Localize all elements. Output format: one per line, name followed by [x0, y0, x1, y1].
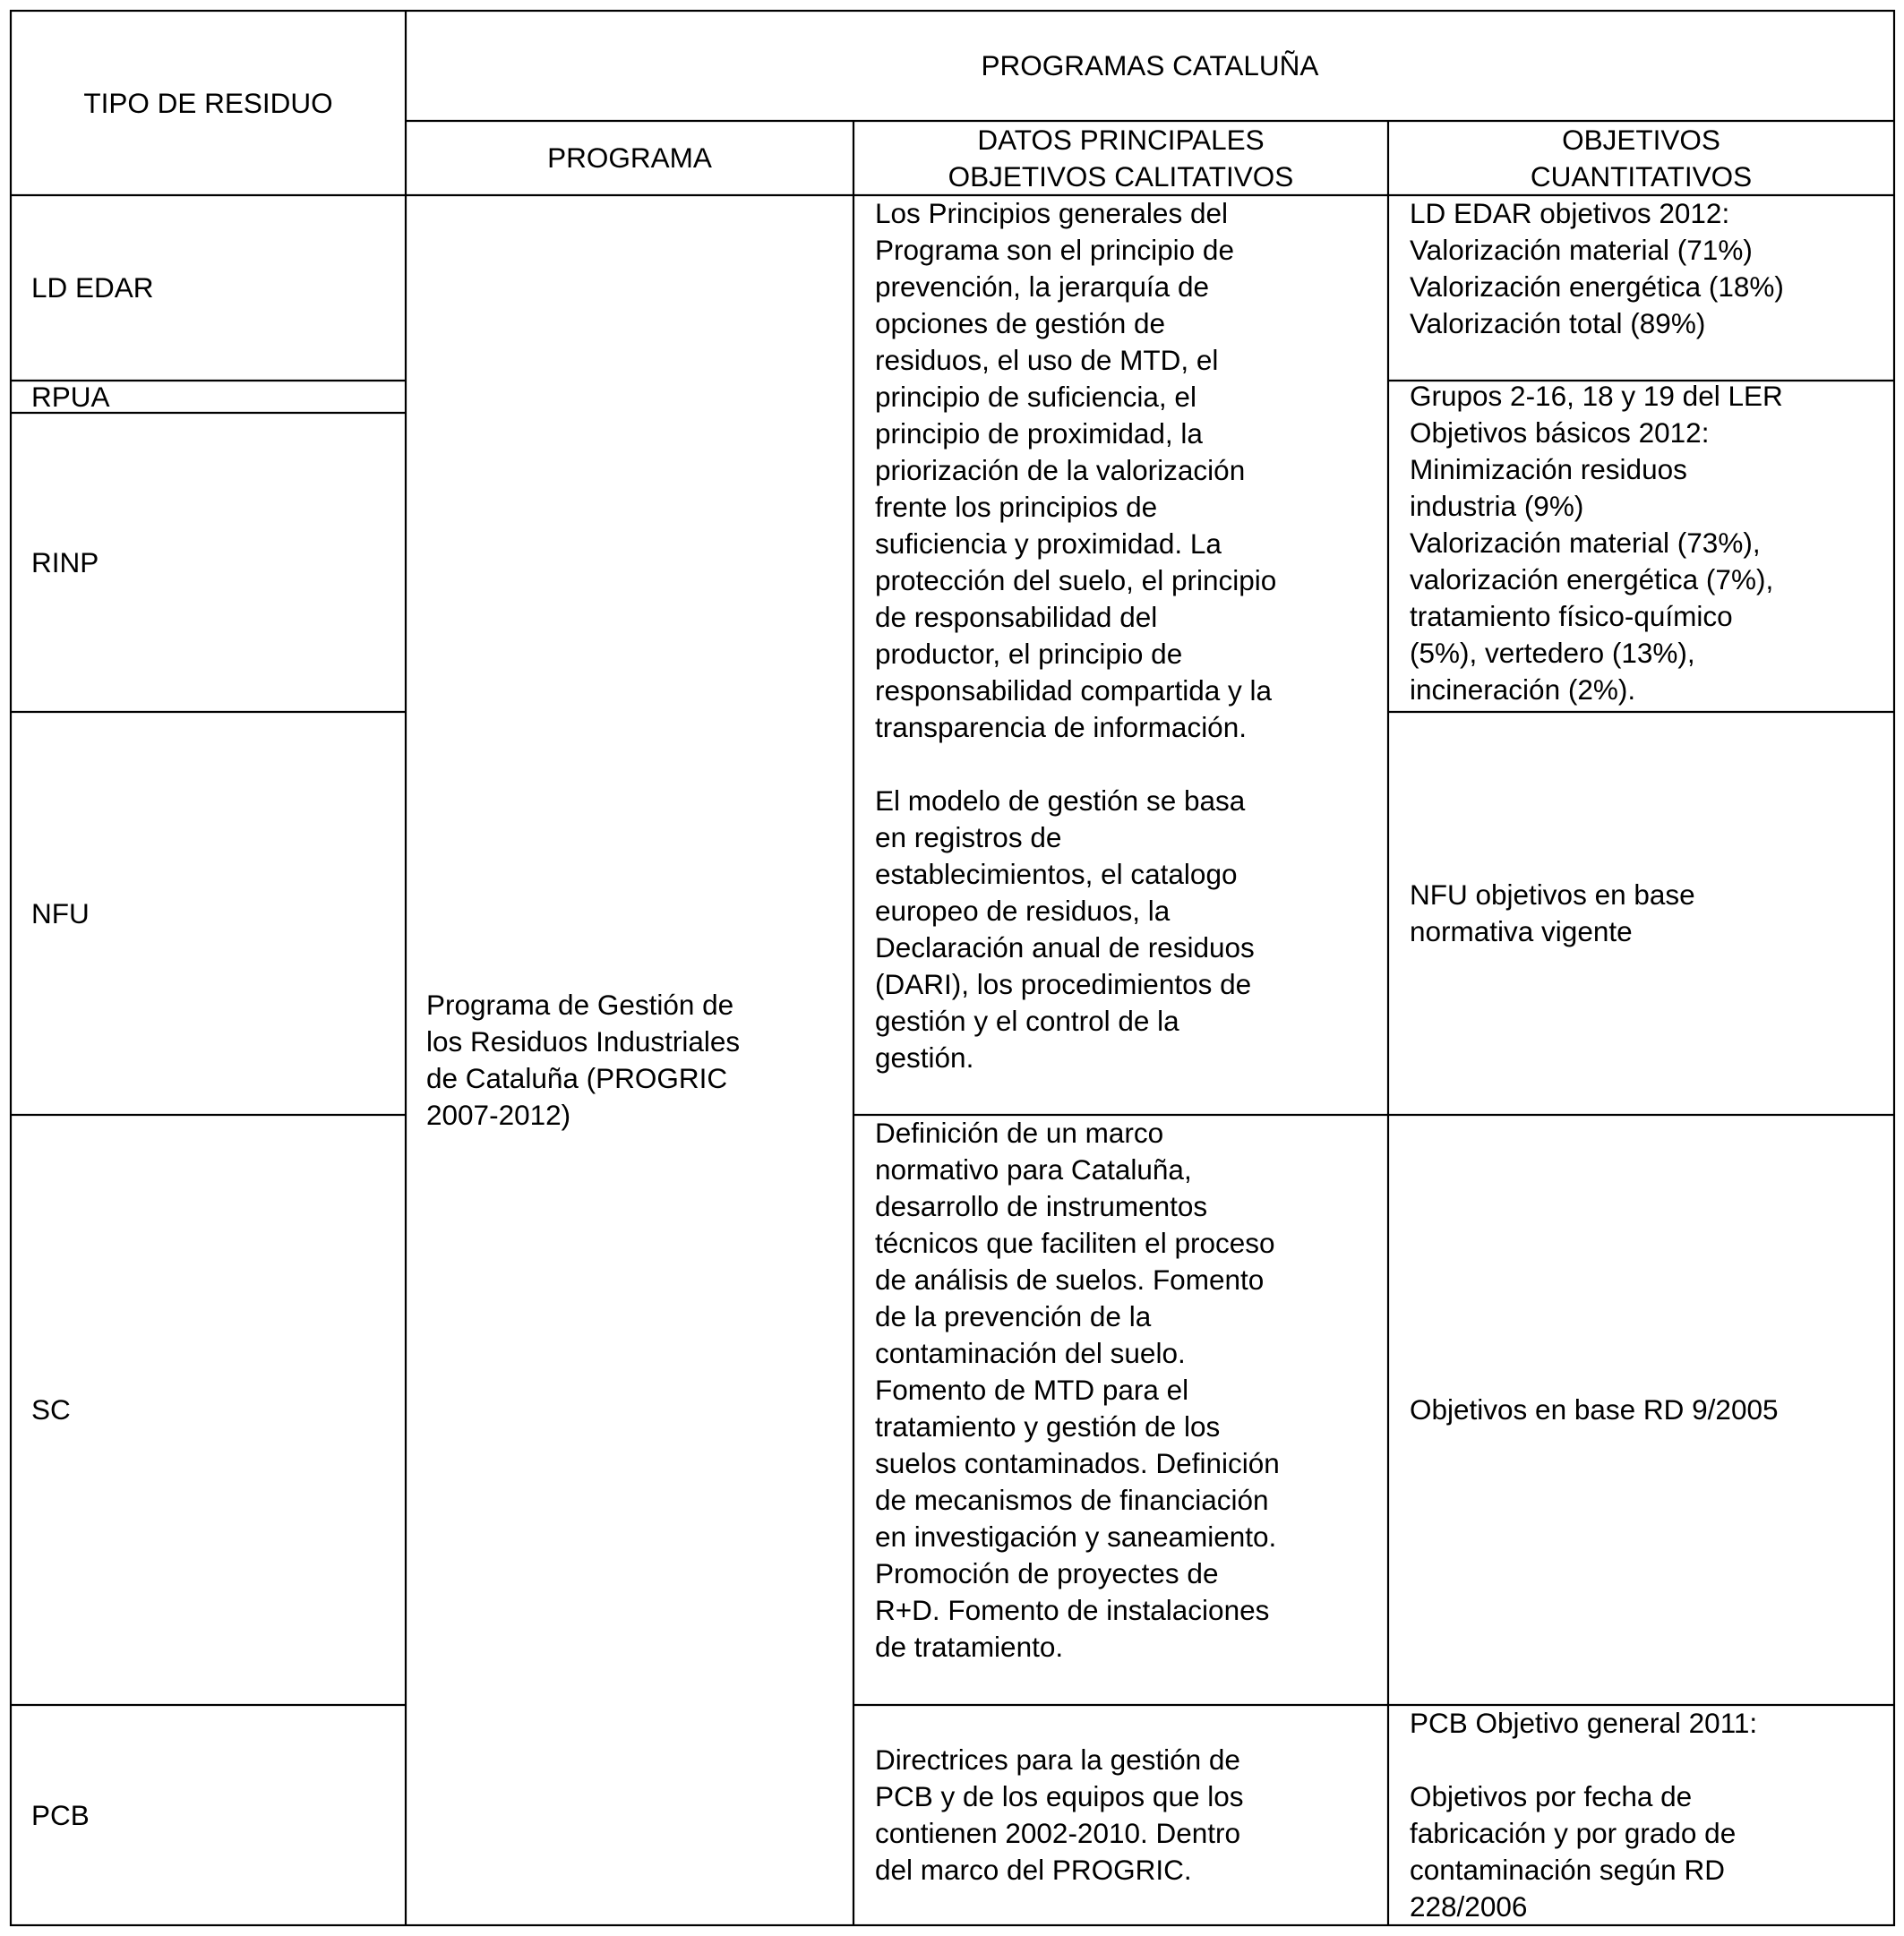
header-programas-label: PROGRAMAS CATALUÑA — [981, 49, 1319, 81]
paragraph-gap — [875, 746, 1384, 783]
datos-line: suelos contaminados. Definición — [875, 1447, 1280, 1479]
objetivos-line: Valorización total (89%) — [1410, 307, 1706, 339]
datos-line: en investigación y saneamiento. — [875, 1521, 1277, 1553]
datos-line: R+D. Fomento de instalaciones — [875, 1594, 1270, 1626]
programa-line: Programa de Gestión de — [426, 989, 734, 1021]
datos-line: suficiencia y proximidad. La — [875, 527, 1222, 560]
datos-pcb-cell — [875, 1705, 1384, 1925]
objetivos-sc-cell — [1410, 1115, 1891, 1705]
header-objetivos-cuantitativos — [1388, 121, 1894, 195]
residuo-rinp: RINP — [31, 545, 99, 578]
datos-line: residuos, el uso de MTD, el — [875, 344, 1219, 376]
programa-text — [426, 987, 847, 1134]
datos-line: responsabilidad compartida y la — [875, 674, 1272, 707]
objetivos-line: Valorización energética (18%) — [1410, 270, 1784, 303]
residuo-cell-rinp — [31, 413, 399, 712]
objetivos-line: Objetivos básicos 2012: — [1410, 416, 1710, 449]
residuo-cell-sc — [31, 1115, 399, 1705]
datos-line: protección del suelo, el principio — [875, 564, 1277, 596]
datos-pcb-text — [875, 1742, 1384, 1889]
datos-line: frente los principios de — [875, 491, 1158, 523]
residuo-pcb: PCB — [31, 1798, 90, 1831]
residuo-cell-pcb — [31, 1705, 399, 1925]
header-objetivos-line2: CUANTITATIVOS — [1530, 159, 1753, 193]
datos-principios-text — [875, 195, 1384, 1076]
objetivos-pcb-cell — [1410, 1705, 1891, 1925]
datos-line: gestión. — [875, 1041, 974, 1074]
datos-line: gestión y el control de la — [875, 1005, 1179, 1037]
datos-sc-cell — [875, 1115, 1384, 1705]
residuo-rpua: RPUA — [31, 380, 110, 413]
programa-line: los Residuos Industriales — [426, 1025, 741, 1058]
residuo-cell-ld-edar — [31, 195, 399, 381]
header-tipo-residuo-label: TIPO DE RESIDUO — [83, 86, 333, 119]
datos-line: tratamiento y gestión de los — [875, 1410, 1221, 1443]
objetivos-line: normativa vigente — [1410, 915, 1633, 947]
residuo-ld-edar: LD EDAR — [31, 271, 154, 304]
datos-line: principio de proximidad, la — [875, 417, 1203, 450]
header-datos-line1: DATOS PRINCIPALES — [977, 123, 1265, 156]
datos-line: prevención, la jerarquía de — [875, 270, 1209, 303]
datos-line: de mecanismos de financiación — [875, 1484, 1269, 1516]
programa-line: 2007-2012) — [426, 1099, 571, 1131]
datos-line: transparencia de información. — [875, 711, 1247, 743]
datos-line: Promoción de proyectes de — [875, 1557, 1219, 1589]
objetivos-line: Minimización residuos — [1410, 453, 1687, 485]
objetivos-line: LD EDAR objetivos 2012: — [1410, 197, 1730, 229]
residuo-sc: SC — [31, 1393, 71, 1426]
header-programa-label: PROGRAMA — [547, 141, 712, 174]
objetivos-line: Grupos 2-16, 18 y 19 del LER — [1410, 380, 1783, 412]
datos-line: Directrices para la gestión de — [875, 1743, 1240, 1776]
datos-line: normativo para Cataluña, — [875, 1153, 1192, 1186]
datos-line: priorización de la valorización — [875, 454, 1246, 486]
objetivos-line: fabricación y por grado de — [1410, 1817, 1737, 1849]
datos-line: principio de suficiencia, el — [875, 381, 1196, 413]
datos-line: opciones de gestión de — [875, 307, 1165, 339]
objetivos-line: Objetivos en base RD 9/2005 — [1410, 1393, 1779, 1426]
datos-principios-cell — [875, 195, 1384, 1115]
datos-line: técnicos que faciliten el proceso — [875, 1227, 1275, 1259]
datos-line: Definición de un marco — [875, 1117, 1164, 1149]
datos-line: de tratamiento. — [875, 1631, 1064, 1663]
objetivos-line: Valorización material (73%), — [1410, 527, 1761, 559]
objetivos-line: tratamiento físico-químico — [1410, 600, 1733, 632]
datos-line: contienen 2002-2010. Dentro — [875, 1817, 1241, 1849]
header-objetivos-line1: OBJETIVOS — [1562, 123, 1720, 156]
datos-sc-text — [875, 1115, 1384, 1666]
datos-line: Los Principios generales del — [875, 197, 1228, 229]
datos-line: El modelo de gestión se basa — [875, 784, 1246, 817]
objetivos-line: Valorización material (71%) — [1410, 234, 1753, 266]
datos-line: del marco del PROGRIC. — [875, 1854, 1192, 1886]
objetivos-line: incineración (2%). — [1410, 673, 1636, 706]
datos-line: de análisis de suelos. Fomento — [875, 1264, 1265, 1296]
objetivos-ld-edar-cell — [1410, 195, 1891, 381]
datos-line: Programa son el principio de — [875, 234, 1234, 266]
datos-line: de la prevención de la — [875, 1300, 1152, 1332]
objetivos-line: Objetivos por fecha de — [1410, 1780, 1693, 1812]
objetivos-line: valorización energética (7%), — [1410, 563, 1774, 595]
header-datos-principales — [853, 121, 1388, 195]
programa-cell — [426, 195, 847, 1925]
objetivos-rinp-cell — [1410, 378, 1891, 712]
objetivos-nfu-cell — [1410, 712, 1891, 1115]
datos-line: europeo de residuos, la — [875, 895, 1171, 927]
programa-line: de Cataluña (PROGRIC — [426, 1062, 728, 1094]
datos-line: establecimientos, el catalogo — [875, 858, 1238, 890]
objetivos-pcb-title: PCB Objetivo general 2011: — [1410, 1707, 1758, 1739]
datos-line: Declaración anual de residuos — [875, 931, 1255, 964]
datos-line: de responsabilidad del — [875, 601, 1158, 633]
datos-line: PCB y de los equipos que los — [875, 1780, 1244, 1812]
datos-line: Fomento de MTD para el — [875, 1374, 1189, 1406]
header-datos-line2: OBJETIVOS CALITATIVOS — [948, 159, 1294, 193]
header-programas-cataluna — [406, 11, 1894, 121]
objetivos-line: industria (9%) — [1410, 490, 1584, 522]
residuo-nfu: NFU — [31, 896, 90, 929]
datos-line: en registros de — [875, 821, 1062, 853]
datos-line: contaminación del suelo. — [875, 1337, 1186, 1369]
objetivos-line: contaminación según RD — [1410, 1854, 1725, 1886]
objetivos-line: NFU objetivos en base — [1410, 878, 1695, 911]
datos-line: productor, el principio de — [875, 638, 1183, 670]
header-programa — [406, 121, 853, 195]
objetivos-line: 228/2006 — [1410, 1890, 1528, 1923]
datos-line: desarrollo de instrumentos — [875, 1190, 1208, 1222]
residuo-cell-nfu — [31, 712, 399, 1115]
header-tipo-residuo — [11, 11, 406, 195]
objetivos-line: (5%), vertedero (13%), — [1410, 637, 1695, 669]
datos-line: (DARI), los procedimientos de — [875, 968, 1252, 1000]
paragraph-gap — [1410, 1742, 1891, 1778]
residuo-cell-rpua — [31, 381, 399, 413]
